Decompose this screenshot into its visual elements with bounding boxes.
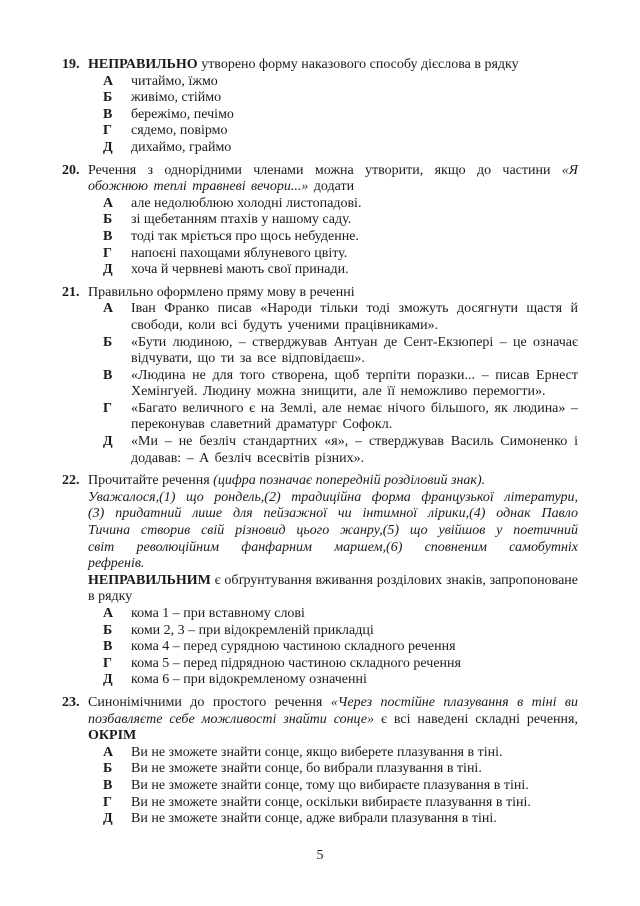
task-text: є обґрунтування вживання розділових знаків, запропоноване в рядку bbox=[88, 572, 578, 605]
option-row bbox=[88, 301, 578, 334]
question-passage: Уважалося,(1) що рондель,(2) традиційна форма французької літератури,(3) придатний лише для пейзажної чи інтимної лірики,(4) однак Павло Тичина створив свій різновид цього жанру,(5) що увійшов у поетичний світ революційним фанфарним маршем,(6) сповненим самобутніх рефренів. bbox=[88, 489, 578, 572]
option-row bbox=[88, 123, 578, 140]
question-number: 20. bbox=[62, 162, 80, 178]
option-row bbox=[88, 196, 578, 213]
option-text: Ви не зможете знайти сонце, адже вибрали плазування в тіні. bbox=[131, 811, 497, 827]
option-row bbox=[88, 401, 578, 434]
option-text: Ви не зможете знайти сонце, тому що вибираєте плазування в тіні. bbox=[131, 777, 529, 793]
option-row bbox=[88, 107, 578, 124]
option-text: кома 4 – перед сурядною частиною складного речення bbox=[131, 639, 456, 655]
option-text: Іван Франко писав «Народи тільки тоді зможуть досягнути щастя й свободи, коли всі будуть ученими працівниками». bbox=[131, 301, 578, 333]
option-row bbox=[88, 262, 578, 279]
option-letter: Б bbox=[103, 622, 113, 638]
option-letter: Г bbox=[103, 794, 112, 810]
option-text: зі щебетанням птахів у нашому саду. bbox=[131, 212, 352, 228]
option-letter: Б bbox=[103, 761, 113, 777]
question-number: 19. bbox=[62, 57, 80, 72]
option-row bbox=[88, 229, 578, 246]
stem-quote: «Я обожнюю теплі травневі вечори...» bbox=[88, 162, 578, 195]
option-text: «Ми – не безліч стандартних «я», – стверджував Василь Симоненко і додавав: – А безліч всесвітів різних». bbox=[131, 434, 578, 466]
option-text: живімо, стіймо bbox=[131, 90, 222, 106]
page-footer bbox=[0, 848, 640, 865]
option-letter: В bbox=[103, 639, 113, 655]
option-letter: В bbox=[103, 106, 113, 122]
question-22 bbox=[62, 473, 578, 689]
option-text: коми 2, 3 – при відокремленій прикладці bbox=[131, 622, 374, 638]
option-text: напоєні пахощами яблуневого цвіту. bbox=[131, 245, 348, 261]
option-text: кома 5 – перед підрядною частиною складного речення bbox=[131, 655, 461, 671]
option-row bbox=[88, 656, 578, 673]
page-number: 5 bbox=[316, 848, 324, 863]
questions-area bbox=[62, 57, 578, 834]
stem-text: Синонімічними до простого речення bbox=[88, 694, 331, 710]
option-row bbox=[88, 761, 578, 778]
option-letter: А bbox=[103, 73, 114, 89]
question-19 bbox=[62, 57, 578, 157]
option-row bbox=[88, 672, 578, 689]
option-text: кома 6 – при відокремленому означенні bbox=[131, 672, 367, 688]
option-letter: Б bbox=[103, 90, 113, 106]
option-letter: Д bbox=[103, 434, 113, 450]
option-row bbox=[88, 606, 578, 623]
option-row bbox=[88, 90, 578, 107]
option-letter: Г bbox=[103, 400, 112, 416]
option-text: кома 1 – при вставному слові bbox=[131, 606, 305, 621]
option-letter: А bbox=[103, 744, 114, 760]
stem-emphasis: ОКРІМ bbox=[88, 728, 137, 744]
option-letter: В bbox=[103, 228, 113, 244]
option-text: але недолюблюю холодні листопадові. bbox=[131, 195, 362, 211]
stem-text: Прочитайте речення bbox=[88, 473, 214, 489]
option-letter: Д bbox=[103, 672, 113, 688]
option-row bbox=[88, 212, 578, 229]
option-row bbox=[88, 795, 578, 812]
option-row bbox=[88, 623, 578, 640]
option-letter: Б bbox=[103, 334, 113, 350]
option-row bbox=[88, 745, 578, 762]
option-text: Ви не зможете знайти сонце, оскільки вибираєте плазування в тіні. bbox=[131, 794, 531, 810]
stem-emphasis: НЕПРАВИЛЬНО bbox=[88, 57, 198, 72]
question-body bbox=[88, 163, 578, 279]
question-20 bbox=[62, 163, 578, 279]
stem-text: є всі наведені складні речення, bbox=[374, 711, 578, 727]
option-letter: Г bbox=[103, 655, 112, 671]
option-letter: А bbox=[103, 195, 114, 211]
question-number: 23. bbox=[62, 694, 80, 710]
option-text: «Бути людиною, – стверджував Антуан де Сент-Екзюпері – це означає відчувати, що ти за все відповідаєш». bbox=[131, 334, 578, 367]
option-row bbox=[88, 140, 578, 157]
option-letter: Д bbox=[103, 811, 113, 827]
question-stem bbox=[88, 473, 578, 490]
task-emphasis: НЕПРАВИЛЬНИМ bbox=[88, 572, 211, 588]
question-body bbox=[88, 473, 578, 689]
question-body bbox=[88, 57, 578, 157]
stem-quote: «Через постійне плазування в тіні ви позбавляєте себе можливості знайти сонце» bbox=[88, 694, 578, 727]
option-row bbox=[88, 811, 578, 828]
option-text: читаймо, їжмо bbox=[131, 73, 218, 89]
stem-text: додати bbox=[308, 179, 355, 195]
option-row bbox=[88, 434, 578, 467]
option-letter: В bbox=[103, 777, 113, 793]
question-number: 21. bbox=[62, 284, 80, 300]
option-row bbox=[88, 778, 578, 795]
option-text: Ви не зможете знайти сонце, бо вибрали плазування в тіні. bbox=[131, 761, 482, 777]
question-task bbox=[88, 573, 578, 606]
option-letter: А bbox=[103, 301, 114, 317]
stem-text: Речення з однорідними членами можна утворити, якщо до частини bbox=[88, 162, 562, 178]
option-letter: Д bbox=[103, 262, 113, 278]
option-text: бережімо, печімо bbox=[131, 106, 234, 122]
option-letter: А bbox=[103, 606, 114, 621]
option-row bbox=[88, 246, 578, 263]
question-23 bbox=[62, 695, 578, 828]
option-letter: В bbox=[103, 367, 113, 383]
question-stem bbox=[88, 285, 578, 302]
question-stem bbox=[88, 57, 578, 74]
option-letter: Г bbox=[103, 245, 112, 261]
option-row bbox=[88, 368, 578, 401]
stem-text: утворено форму наказового способу дієслова в рядку bbox=[197, 57, 519, 72]
option-text: тоді так мріється про щось небуденне. bbox=[131, 228, 359, 244]
option-text: «Людина не для того створена, щоб терпіти поразки... – писав Ернест Хемінгуей. Людину можна знищити, але її неможливо перемогти». bbox=[131, 367, 578, 400]
option-text: дихаймо, граймо bbox=[131, 139, 232, 155]
option-text: «Багато величного є на Землі, але немає нічого більшого, як людина» – переконував славетний драматург Софокл. bbox=[131, 400, 578, 433]
stem-text: Правильно оформлено пряму мову в реченні bbox=[88, 284, 355, 300]
option-row bbox=[88, 335, 578, 368]
question-body bbox=[88, 695, 578, 828]
option-letter: Г bbox=[103, 123, 112, 139]
option-row bbox=[88, 639, 578, 656]
option-row bbox=[88, 74, 578, 91]
option-text: сядемо, повірмо bbox=[131, 123, 228, 139]
option-text: хоча й червневі мають свої принади. bbox=[131, 262, 349, 278]
option-letter: Б bbox=[103, 212, 113, 228]
question-body bbox=[88, 285, 578, 468]
option-letter: Д bbox=[103, 139, 113, 155]
question-stem bbox=[88, 163, 578, 196]
option-text: Ви не зможете знайти сонце, якщо виберете плазування в тіні. bbox=[131, 744, 503, 760]
question-number: 22. bbox=[62, 473, 80, 489]
question-21 bbox=[62, 285, 578, 468]
question-stem bbox=[88, 695, 578, 745]
stem-note: (цифра позначає попередній розділовий знак). bbox=[213, 473, 486, 489]
